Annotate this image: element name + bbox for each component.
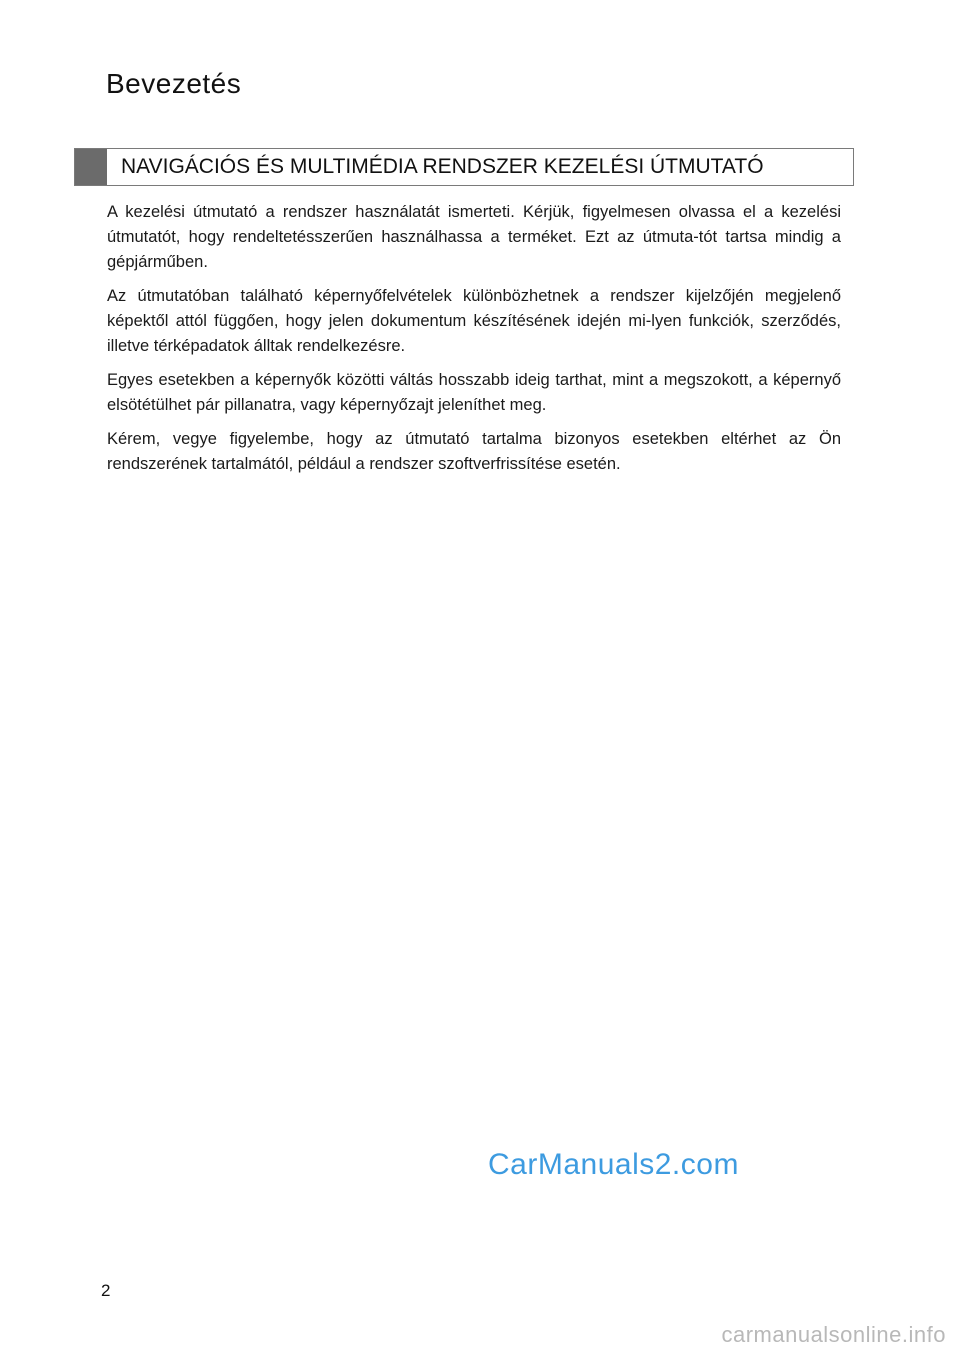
watermark-carmanualsonline: carmanualsonline.info: [721, 1322, 946, 1347]
paragraph-4: Kérem, vegye figyelembe, hogy az útmutató tartalma bizonyos esetekben eltérhet az Ön rendszerének tartalmától, például a rendszer szoftverfrissítése esetén.: [107, 430, 841, 473]
section-tab-marker: [75, 149, 107, 185]
section-body: [107, 200, 841, 486]
paragraph-2: Az útmutatóban található képernyőfelvételek különbözhetnek a rendszer kijelzőjén megjelenő képektől attól függően, hogy jelen dokumentum készítésének idején mi-lyen funkciók, szerződés, illetve térképadatok álltak rendelkezésre.: [107, 287, 841, 355]
page-number: 2: [101, 1281, 111, 1300]
section-title: NAVIGÁCIÓS ÉS MULTIMÉDIA RENDSZER KEZELÉSI ÚTMUTATÓ: [121, 155, 764, 178]
section-header: [74, 148, 854, 186]
paragraph-3: Egyes esetekben a képernyők közötti váltás hosszabb ideig tarthat, mint a megszokott, a képernyő elsötétülhet pár pillanatra, vagy képernyőzajt jeleníthet meg.: [107, 371, 841, 414]
watermark-carmanuals2: CarManuals2.com: [488, 1148, 739, 1181]
page-title: Bevezetés: [106, 68, 242, 99]
paragraph-1: A kezelési útmutató a rendszer használatát ismerteti. Kérjük, figyelmesen olvassa el a kezelési útmutatót, hogy rendeltetésszerűen használhassa a terméket. Ezt az útmuta-tót tartsa mindig a gépjárműben.: [107, 203, 841, 271]
